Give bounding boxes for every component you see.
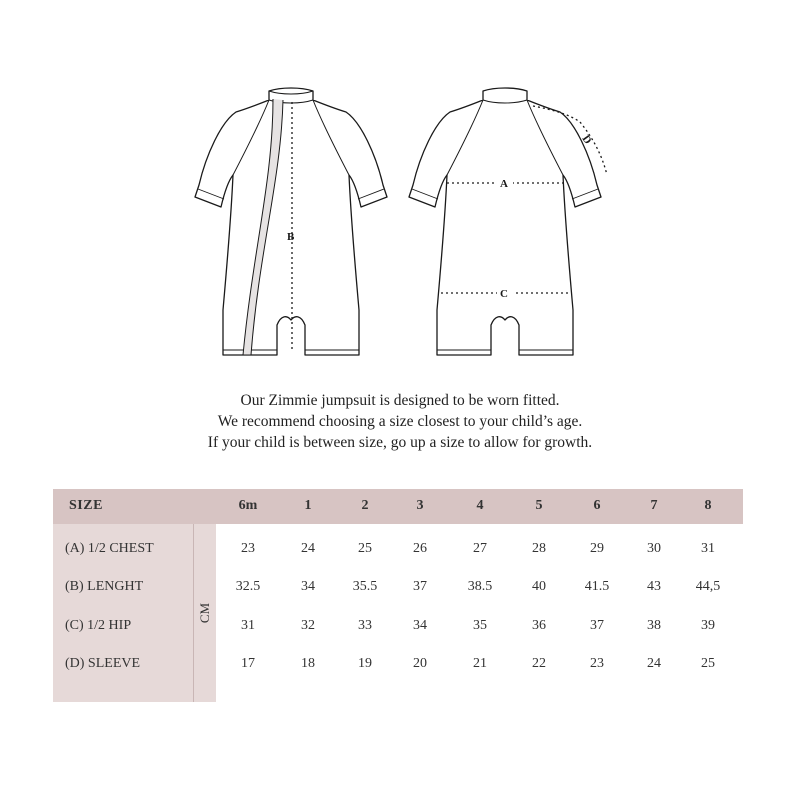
unit-label: CM <box>197 602 213 624</box>
measure-label-a: A <box>500 178 508 190</box>
measure-label-c: C <box>500 288 508 300</box>
size-header: 7 <box>650 498 658 513</box>
table-cell: 24 <box>301 541 315 556</box>
table-cell: 35 <box>473 618 487 633</box>
table-header-band <box>53 489 743 524</box>
table-cell: 43 <box>647 579 661 594</box>
table-cell: 27 <box>473 541 487 556</box>
table-cell: 37 <box>590 618 604 633</box>
table-cell: 41.5 <box>584 579 610 594</box>
table-cell: 24 <box>647 656 661 671</box>
size-header: 1 <box>304 498 312 513</box>
table-cell: 39 <box>701 618 715 633</box>
table-cell: 44,5 <box>695 579 721 594</box>
intro-line-1: Our Zimmie jumpsuit is designed to be worn fitted. <box>240 392 560 409</box>
size-header: 3 <box>416 498 424 513</box>
size-header: 6 <box>593 498 601 513</box>
jumpsuit-measurement-diagram <box>0 0 800 370</box>
table-cell: 25 <box>701 656 715 671</box>
table-cell: 22 <box>532 656 546 671</box>
row-label-column <box>53 524 193 702</box>
table-cell: 35.5 <box>352 579 378 594</box>
row-label-hip: (C) 1/2 HIP <box>65 618 132 633</box>
size-header: 6m <box>238 498 258 513</box>
row-label-chest: (A) 1/2 CHEST <box>65 541 154 556</box>
row-label-sleeve: (D) SLEEVE <box>65 656 141 671</box>
table-cell: 38 <box>647 618 661 633</box>
table-cell: 19 <box>358 656 372 671</box>
table-cell: 30 <box>647 541 661 556</box>
table-cell: 37 <box>413 579 427 594</box>
size-chart-table <box>53 489 743 702</box>
table-cell: 23 <box>241 541 255 556</box>
measure-line-d <box>533 106 607 175</box>
table-cell: 26 <box>413 541 427 556</box>
table-cell: 23 <box>590 656 604 671</box>
table-cell: 25 <box>358 541 372 556</box>
table-cell: 38.5 <box>467 579 493 594</box>
table-cell: 31 <box>701 541 715 556</box>
table-cell: 17 <box>241 656 255 671</box>
table-cell: 40 <box>532 579 546 594</box>
row-label-length: (B) LENGHT <box>65 579 144 594</box>
fit-guidance-text <box>0 390 800 453</box>
table-cell: 34 <box>301 579 315 594</box>
table-cell: 32.5 <box>235 579 261 594</box>
intro-line-3: If your child is between size, go up a size to allow for growth. <box>207 434 593 451</box>
size-column-title: SIZE <box>69 498 103 513</box>
table-cell: 31 <box>241 618 255 633</box>
measure-label-b: B <box>287 231 295 243</box>
jumpsuit-back-view <box>409 88 607 355</box>
table-cell: 29 <box>590 541 604 556</box>
size-header: 4 <box>476 498 484 513</box>
unit-column <box>193 524 216 702</box>
table-cell: 34 <box>413 618 427 633</box>
table-cell: 20 <box>413 656 427 671</box>
table-cell: 33 <box>358 618 372 633</box>
back-outline <box>409 88 601 355</box>
table-cell: 21 <box>473 656 487 671</box>
jumpsuit-front-view <box>195 88 387 355</box>
size-header: 5 <box>535 498 543 513</box>
table-cell: 36 <box>532 618 546 633</box>
size-header: 8 <box>704 498 712 513</box>
table-cell: 28 <box>532 541 546 556</box>
table-cell: 18 <box>301 656 315 671</box>
size-header: 2 <box>361 498 369 513</box>
intro-line-2: We recommend choosing a size closest to your child’s age. <box>217 413 583 430</box>
table-cell: 32 <box>301 618 315 633</box>
front-outline <box>195 88 387 355</box>
zipper <box>243 99 283 355</box>
measure-label-d: D <box>579 133 594 147</box>
